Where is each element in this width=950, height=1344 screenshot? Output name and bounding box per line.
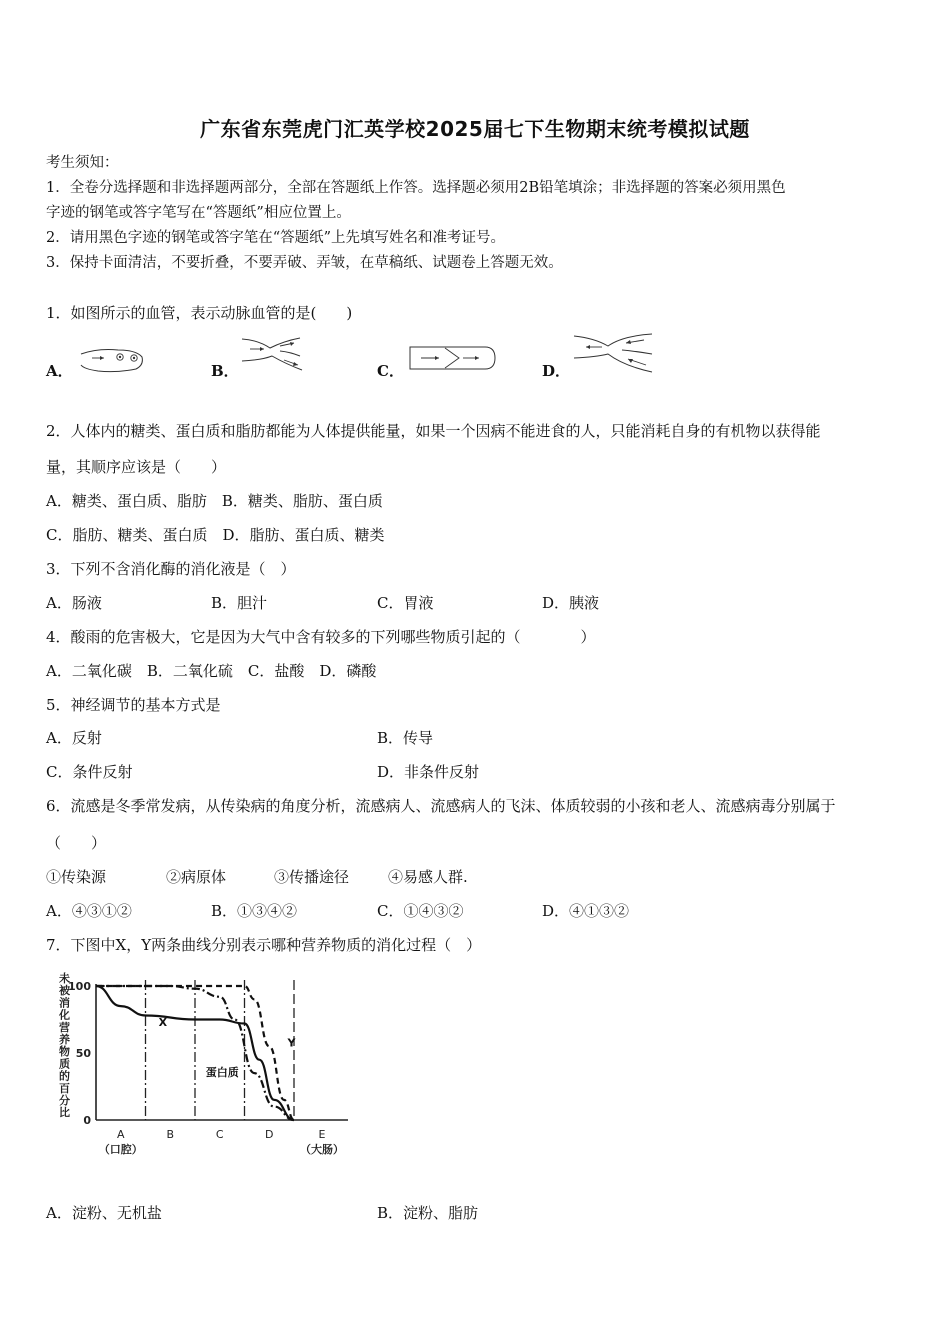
- notice-line-1b: 字迹的钢笔或答字笔写在“答题纸”相应位置上。: [46, 205, 351, 221]
- q6-item-2: ②病原体: [166, 868, 227, 886]
- notice-line-3: 3．保持卡面清洁，不要折叠，不要弄破、弄皱，在草稿纸、试题卷上答题无效。: [46, 255, 563, 271]
- notice-line-1a: 1．全卷分选择题和非选择题两部分，全部在答题纸上作答。选择题必须用2B铅笔填涂；非选择题的答案必须用黑色: [46, 180, 786, 196]
- q5-option-d[interactable]: D．非条件反射: [377, 763, 480, 781]
- q7-digestion-chart: [46, 968, 356, 1168]
- q5-option-a[interactable]: A．反射: [46, 729, 102, 747]
- q2-options-row1[interactable]: A．糖类、蛋白质、脂肪 B．糖类、脂肪、蛋白质: [46, 492, 383, 510]
- vessel-d-converging-figure: [572, 332, 656, 378]
- x-category-label: E: [318, 1128, 326, 1141]
- vessel-a-capillary-figure: [78, 345, 148, 375]
- q6-item-4: ④易感人群.: [388, 868, 468, 886]
- q4-options-row[interactable]: A．二氧化碳 B．二氧化硫 C．盐酸 D．磷酸: [46, 662, 377, 680]
- q3-option-c[interactable]: C．胃液: [377, 594, 434, 612]
- vessel-b-branching-figure: [240, 336, 306, 374]
- q7-option-a[interactable]: A．淀粉、无机盐: [46, 1204, 162, 1222]
- series-label: X: [158, 1016, 168, 1030]
- x-category-label: A: [116, 1128, 125, 1141]
- vessel-c-valve-figure: [407, 344, 499, 374]
- q1-option-c-label[interactable]: C．: [377, 362, 404, 380]
- q6-item-3: ③传播途径: [274, 868, 350, 886]
- q4-stem: 4．酸雨的危害极大，它是因为大气中含有较多的下列哪些物质引起的（ ）: [46, 628, 596, 646]
- q3-option-b[interactable]: B．胆汁: [211, 594, 268, 612]
- y-tick-label: 0: [83, 1114, 91, 1127]
- series-label: 蛋白质: [205, 1065, 239, 1079]
- q7-option-b[interactable]: B．淀粉、脂肪: [377, 1204, 479, 1222]
- series-label: Y: [287, 1036, 296, 1050]
- q6-option-b[interactable]: B．①③④②: [211, 902, 298, 920]
- q1-option-b-label[interactable]: B．: [211, 362, 239, 380]
- q3-option-a[interactable]: A．肠液: [46, 594, 102, 612]
- y-tick-label: 100: [68, 980, 91, 993]
- q6-option-a[interactable]: A．④③①②: [46, 902, 132, 920]
- x-category-label: B: [166, 1128, 175, 1141]
- y-axis-label: 未被消化营养物质的百分比: [59, 972, 70, 1120]
- q6-option-c[interactable]: C．①④③②: [377, 902, 464, 920]
- x-category-note: （大肠）: [300, 1143, 344, 1156]
- q7-stem: 7．下图中X，Y两条曲线分别表示哪种营养物质的消化过程（ ）: [46, 936, 482, 954]
- x-category-label: C: [215, 1128, 224, 1141]
- q6-item-1: ①传染源: [46, 868, 107, 886]
- q2-stem-line2: 量，其顺序应该是（ ）: [46, 458, 227, 476]
- q3-option-d[interactable]: D．胰液: [542, 594, 600, 612]
- q5-stem: 5．神经调节的基本方式是: [46, 696, 221, 714]
- q6-option-d[interactable]: D．④①③②: [542, 902, 630, 920]
- q3-stem: 3．下列不含消化酶的消化液是（ ）: [46, 560, 296, 578]
- q1-option-d-label[interactable]: D．: [542, 362, 571, 380]
- y-tick-label: 50: [75, 1047, 91, 1060]
- x-category-label: D: [265, 1128, 274, 1141]
- page-title: 广东省东莞虎门汇英学校2025届七下生物期末统考模拟试题: [200, 117, 750, 141]
- q2-stem-line1: 2．人体内的糖类、蛋白质和脂肪都能为人体提供能量，如果一个因病不能进食的人，只能消耗自身的有机物以获得能: [46, 422, 821, 440]
- notice-heading: 考生须知：: [46, 155, 119, 171]
- q1-option-a-label[interactable]: A．: [46, 362, 73, 380]
- q2-options-row2[interactable]: C．脂肪、糖类、蛋白质 D．脂肪、蛋白质、糖类: [46, 526, 385, 544]
- q5-option-c[interactable]: C．条件反射: [46, 763, 133, 781]
- q1-stem: 1．如图所示的血管，表示动脉血管的是( ): [46, 304, 353, 322]
- q6-stem-line2: （ ）: [46, 834, 107, 852]
- q6-stem-line1: 6．流感是冬季常发病，从传染病的角度分析，流感病人、流感病人的飞沫、体质较弱的小孩和老人、流感病毒分别属于: [46, 797, 836, 815]
- x-category-note: （口腔）: [98, 1143, 143, 1156]
- notice-line-2: 2．请用黑色字迹的钢笔或答字笔在“答题纸”上先填写姓名和准考证号。: [46, 230, 506, 246]
- q5-option-b[interactable]: B．传导: [377, 729, 434, 747]
